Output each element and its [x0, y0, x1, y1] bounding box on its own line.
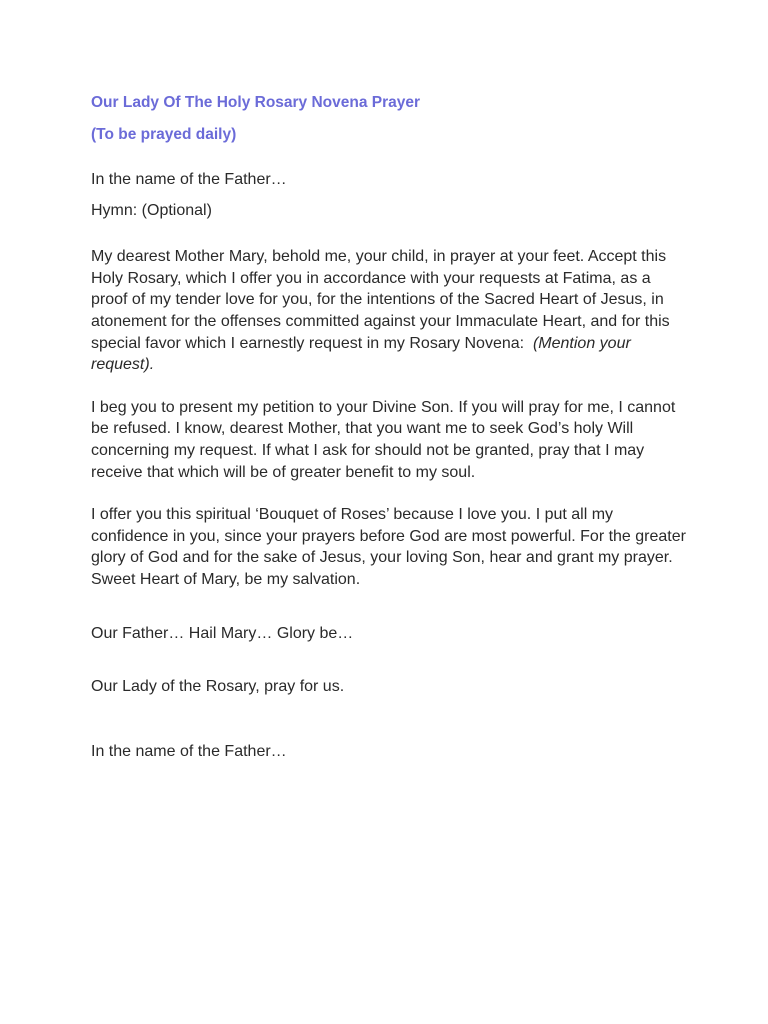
document-title: Our Lady Of The Holy Rosary Novena Prayer: [91, 94, 421, 111]
document-body: [91, 94, 691, 762]
opening-invocation: In the name of the Father…: [91, 171, 287, 188]
closing-invocation: In the name of the Father…: [91, 742, 287, 760]
request-placeholder: (Mention your request).: [91, 334, 631, 374]
our-lady-line: Our Lady of the Rosary, pray for us.: [91, 678, 345, 696]
prayer-paragraph-1-text: My dearest Mother Mary, behold me, your child, in prayer at your feet. Accept this Holy Rosary, which I offer you in accordance with your requests at Fatima, as a proof of my tender love for you, for the intentions of the Sacred Heart of Jesus, in atonement for the offenses committed against your Immaculate Heart, and for this special favor which I earnestly request in my Rosary Novena:: [91, 248, 670, 352]
prayer-paragraph-2: I beg you to present my petition to your Divine Son. If you will pray for me, I cannot be refused. I know, dearest Mother, that you want me to seek God’s holy Will concerning my request. If what I ask for should not be granted, pray that I may receive that which will be of greater benefit to my soul.: [91, 398, 676, 481]
hymn-line: Hymn: (Optional): [91, 201, 212, 219]
prayer-paragraph-3: I offer you this spiritual ‘Bouquet of Roses’ because I love you. I put all my confidence in you, since your prayers before God are most powerful. For the greater glory of God and for the sake of Jesus, your loving Son, hear and grant my prayer. Sweet Heart of Mary, be my salvation.: [91, 506, 686, 588]
prayer-paragraph-1: [91, 246, 691, 376]
document-subtitle: (To be prayed daily): [91, 126, 237, 143]
prayers-line: Our Father… Hail Mary… Glory be…: [91, 624, 354, 642]
